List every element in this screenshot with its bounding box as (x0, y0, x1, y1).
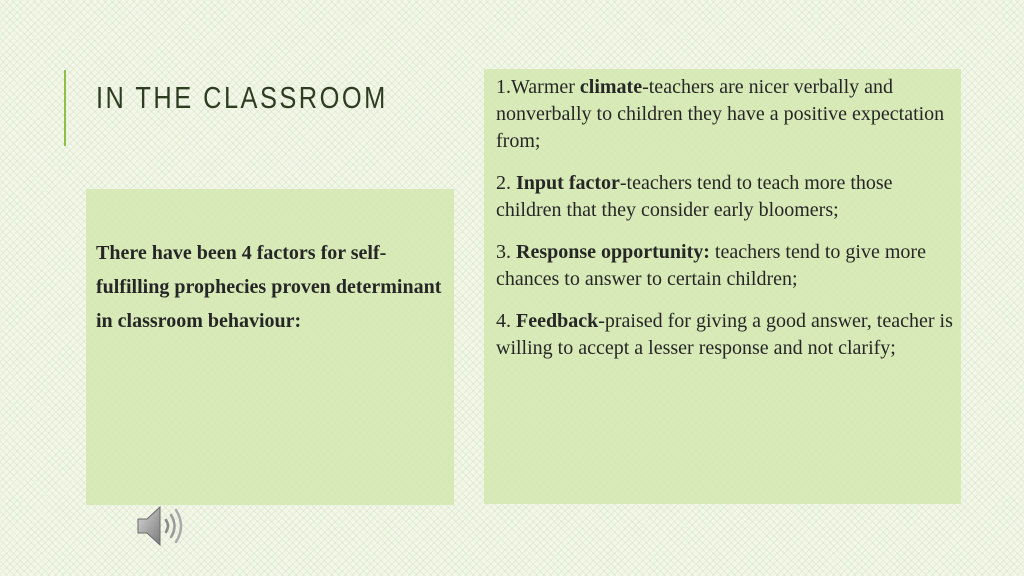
factor-term: Response opportunity: (516, 241, 710, 263)
factor-description: -teachers tend to teach more those children that they consider early bloomers; (496, 172, 893, 221)
slide-title: IN THE CLASSROOM (96, 80, 388, 115)
factor-term: Input factor (516, 172, 620, 194)
factor-item-1 (496, 74, 956, 155)
factors-list (496, 74, 956, 377)
factor-prefix: 3. (496, 241, 516, 263)
factor-term: Feedback (516, 310, 599, 332)
factor-item-4 (496, 308, 956, 362)
factors-panel (484, 69, 961, 504)
intro-panel (86, 189, 454, 505)
intro-text: There have been 4 factors for self-fulfilling prophecies proven determinant in classroom behaviour: (96, 242, 442, 332)
factor-description: teachers tend to give more chances to answer to certain children; (496, 241, 926, 290)
factor-prefix: 4. (496, 310, 516, 332)
factor-prefix: 1.Warmer (496, 76, 580, 98)
factor-item-2 (496, 170, 956, 224)
factor-term: climate (579, 76, 643, 98)
factor-description: -teachers are nicer verbally and nonverbally to children they have a positive expectation from; (496, 76, 945, 152)
factor-description: -praised for giving a good answer, teacher is willing to accept a lesser response and not clarify; (496, 310, 953, 359)
title-accent-line (64, 70, 66, 146)
speaker-icon[interactable] (134, 502, 186, 550)
factor-prefix: 2. (496, 172, 516, 194)
factor-item-3 (496, 239, 956, 293)
